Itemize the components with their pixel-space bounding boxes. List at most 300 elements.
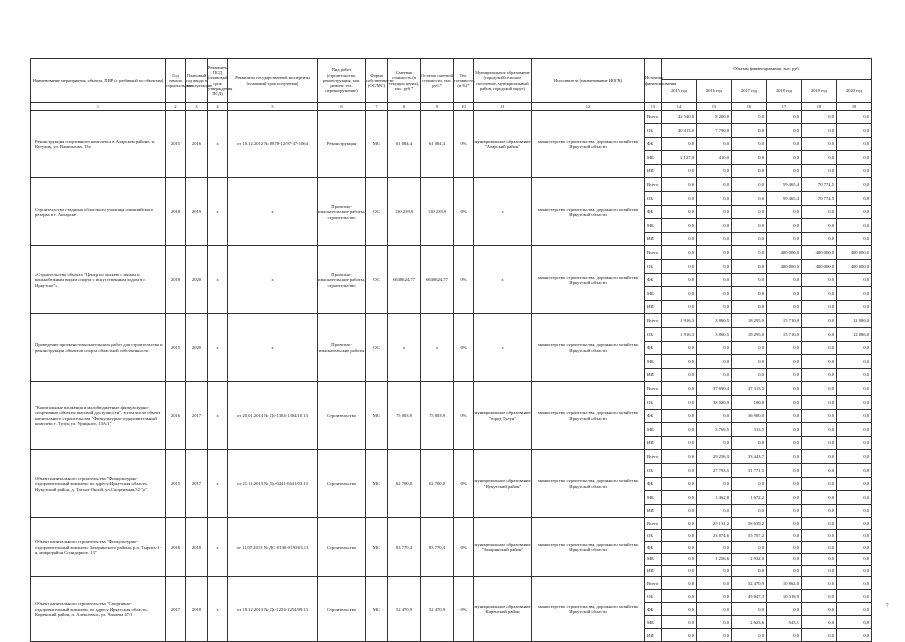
funding-value: 0,0 (697, 477, 732, 491)
funding-value: 0,0 (732, 205, 767, 219)
funding-source: ОБ (645, 395, 662, 409)
funding-value: 0,0 (662, 590, 697, 603)
municipality: муниципальное образование "город Тулун" (474, 382, 532, 450)
funding-value: 0,0 (767, 395, 802, 409)
work-type: Реконструкция (318, 110, 366, 178)
funding-source: ОБ (645, 124, 662, 138)
table-row (31, 246, 872, 260)
funding-value: 0,0 (767, 273, 802, 287)
funding-value: 8 200,0 (697, 110, 732, 124)
funding-value: 0,0 (802, 463, 837, 477)
funding-value: 0,0 (697, 629, 732, 642)
funding-value: 59 465,4 (767, 192, 802, 206)
funding-value: 36 900,0 (732, 409, 767, 423)
col-header-expertise: Реквизиты государственной экспертизы (плановый срок получения) (228, 59, 318, 103)
table-row (31, 577, 872, 590)
executor: министерство строительства, дорожного хозяйства Иркутской области (532, 450, 645, 518)
funding-value: 18 295,0 (732, 328, 767, 342)
executor: министерство строительства, дорожного хозяйства Иркутской области (532, 110, 645, 178)
col-header-year: 2020 год (837, 80, 872, 103)
funding-source: ОБ (645, 192, 662, 206)
col-header-year: 2016 год (697, 80, 732, 103)
funding-value: 37 313,5 (732, 382, 767, 396)
funding-value: 0,0 (662, 246, 697, 260)
funding-value: 0,0 (767, 565, 802, 577)
technical-readiness: 0% (454, 110, 474, 178)
end-year: 2019 (186, 178, 208, 246)
funding-value: 12 086,0 (837, 328, 872, 342)
remaining-cost: 75 003,9 (421, 382, 454, 450)
funding-source: ИИ (645, 164, 662, 178)
funding-value: 0,0 (837, 423, 872, 437)
object-name: «Строительство объекта "Центр по хоккею с мячом и конькобежным видам спорта с искусственным льдом в г. Иркутске"» (31, 246, 166, 314)
funding-value: 0,0 (837, 355, 872, 369)
municipality: муниципальное образование "Заларинский район" (474, 518, 532, 577)
funding-value: 0,0 (802, 368, 837, 382)
col-header-year: 2019 год (802, 80, 837, 103)
funding-value: 0,0 (802, 151, 837, 165)
funding-value: 0,0 (697, 287, 732, 301)
ownership-form: ОС (366, 178, 388, 246)
ownership-form: МС (366, 382, 388, 450)
funding-value: 70 774,5 (802, 192, 837, 206)
funding-value: 400 000,0 (802, 246, 837, 260)
funding-source: Всего (645, 518, 662, 530)
object-name: "Капитальные вложения в малобюджетные физкультурно-спортивные объекты шаговой доступности", в том числе объект капитального строительства "Физкультурно-оздоровительный комплекс г. Тулун ул. Урицкого, 13А/1" (31, 382, 166, 450)
funding-value: 40 413,0 (662, 124, 697, 138)
estimated-cost: 52 470,9 (388, 577, 421, 642)
funding-value: 0,0 (662, 629, 697, 642)
executor: министерство строительства, дорожного хозяйства Иркутской области (532, 577, 645, 642)
funding-value: 0,0 (697, 232, 732, 246)
funding-value: 0,0 (837, 124, 872, 138)
psd-details: х (208, 382, 228, 450)
col-header-name: Наименование мероприятия, объекта, ПИР (с разбивкой по объектам) (31, 59, 166, 103)
ownership-form: МС (366, 450, 388, 518)
funding-source: ИИ (645, 368, 662, 382)
end-year: 2017 (186, 450, 208, 518)
funding-value: 18 295,0 (732, 314, 767, 328)
funding-value: 0,0 (837, 553, 872, 565)
funding-value: 0,0 (802, 541, 837, 553)
funding-value: 0,0 (802, 553, 837, 565)
funding-value: 0,0 (767, 463, 802, 477)
funding-value: 0,0 (732, 341, 767, 355)
municipality: муниципальное образование Киренский район (474, 577, 532, 642)
work-type: Строительство (318, 382, 366, 450)
funding-value: 2 623,6 (732, 616, 767, 629)
remaining-cost: 83 770,4 (421, 518, 454, 577)
psd-details: х (208, 246, 228, 314)
remaining-cost: х (421, 314, 454, 382)
expertise-details: х (228, 314, 318, 382)
table-row (31, 450, 872, 464)
funding-value: 0,0 (662, 491, 697, 505)
funding-value: 0,0 (837, 178, 872, 192)
col-header-source: Источник финансирования (645, 59, 662, 103)
funding-value: 0,0 (697, 541, 732, 553)
funding-source: Всего (645, 110, 662, 124)
funding-value: 0,0 (802, 450, 837, 464)
funding-value: 0,0 (767, 382, 802, 396)
funding-value: 0,0 (802, 590, 837, 603)
funding-source: ФБ (645, 205, 662, 219)
funding-value: 0,0 (837, 382, 872, 396)
funding-source: Всего (645, 450, 662, 464)
funding-value: 42 540,0 (662, 110, 697, 124)
funding-value: 0,0 (802, 273, 837, 287)
technical-readiness: 0% (454, 518, 474, 577)
estimated-cost: 130 239,9 (388, 178, 421, 246)
funding-value: 0,0 (662, 382, 697, 396)
funding-source: ИИ (645, 300, 662, 314)
funding-value: 0,0 (732, 219, 767, 233)
funding-value: 15 710,0 (767, 328, 802, 342)
funding-value: 0,0 (662, 192, 697, 206)
start-year: 2018 (166, 246, 186, 314)
funding-value: 0,0 (802, 164, 837, 178)
object-name: Объект капитального строительства "Физкультурно-оздоровительный комплекс Заларинского района, р.п. Тырить-1-я, микрорайон Солидарное, 13" (31, 518, 166, 577)
funding-value: 1 916,3 (662, 328, 697, 342)
end-year: 2018 (186, 577, 208, 642)
funding-value: 0,0 (837, 409, 872, 423)
funding-value: 0,0 (732, 164, 767, 178)
funding-value: 3 860,5 (697, 314, 732, 328)
end-year: 2020 (186, 314, 208, 382)
column-number: 4 (208, 103, 228, 111)
funding-value: 2 127,0 (662, 151, 697, 165)
funding-value: 0,0 (837, 219, 872, 233)
funding-value: 0,0 (802, 341, 837, 355)
work-type: Строительство (318, 518, 366, 577)
funding-value: 0,0 (837, 530, 872, 542)
start-year: 2016 (166, 518, 186, 577)
funding-value: 0,0 (662, 341, 697, 355)
work-type: Проектно-изыскательские работы, строительство (318, 178, 366, 246)
funding-value: 7 790,0 (697, 124, 732, 138)
financing-table-sheet (30, 58, 871, 642)
object-name: Строительство стадиона областного училища олимпийского резерва в г. Ангарске (31, 178, 166, 246)
column-number-row (31, 103, 872, 111)
funding-value: 0,0 (802, 205, 837, 219)
remaining-cost: 6638624,77 (421, 246, 454, 314)
table-row (31, 178, 872, 192)
funding-value: 31 771,5 (732, 463, 767, 477)
column-number: 16 (732, 103, 767, 111)
funding-value: 0,0 (767, 164, 802, 178)
psd-details: х (208, 110, 228, 178)
funding-value: 0,0 (767, 629, 802, 642)
funding-value: 0,0 (802, 423, 837, 437)
start-year: 2015 (166, 314, 186, 382)
funding-value: 0,0 (767, 151, 802, 165)
expertise-details: х (228, 178, 318, 246)
start-year: 2015 (166, 110, 186, 178)
ownership-form: МС (366, 518, 388, 577)
funding-value: 0,0 (837, 565, 872, 577)
funding-value: 0,0 (767, 477, 802, 491)
funding-value: 0,0 (662, 355, 697, 369)
column-number: 1 (31, 103, 166, 111)
estimated-cost: 6638624,77 (388, 246, 421, 314)
funding-value: 0,0 (767, 355, 802, 369)
estimated-cost: 75 003,9 (388, 382, 421, 450)
funding-value: 0,0 (837, 477, 872, 491)
funding-source: ФБ (645, 409, 662, 423)
funding-value: 0,0 (732, 110, 767, 124)
funding-source: МБ (645, 423, 662, 437)
funding-value: 0,0 (767, 137, 802, 151)
funding-value: 0,0 (767, 409, 802, 423)
funding-value: 400 000,0 (837, 260, 872, 274)
start-year: 2018 (166, 178, 186, 246)
funding-value: 0,0 (767, 423, 802, 437)
funding-value: 0,0 (767, 541, 802, 553)
funding-value: 0,0 (697, 341, 732, 355)
funding-value: 0,0 (767, 530, 802, 542)
funding-value: 0,0 (662, 137, 697, 151)
col-header-worktype: Вид работ (строительство, реконструкция, кап. ремонт, тех. перевооружение) (318, 59, 366, 103)
funding-value: 0,0 (662, 205, 697, 219)
start-year: 2015 (166, 450, 186, 518)
funding-source: МБ (645, 491, 662, 505)
funding-value: 0,0 (662, 504, 697, 518)
executor: министерство строительства, дорожного хозяйства Иркутской области (532, 314, 645, 382)
page-number: 7 (886, 604, 889, 609)
funding-value: 0,0 (802, 314, 837, 328)
funding-value: 0,0 (837, 629, 872, 642)
funding-value: 0,0 (732, 541, 767, 553)
funding-value: 0,0 (767, 287, 802, 301)
funding-source: ИИ (645, 232, 662, 246)
psd-details: х (208, 518, 228, 577)
col-header-executor: Исполнитель (наименование ИОГВ) (532, 59, 645, 103)
funding-value: 49 847,3 (732, 590, 767, 603)
funding-value: 0,0 (697, 409, 732, 423)
funding-value: 3 769,5 (697, 423, 732, 437)
funding-value: 25 131,2 (697, 518, 732, 530)
funding-source: ИИ (645, 436, 662, 450)
funding-value: 0,0 (732, 368, 767, 382)
funding-value: 0,0 (662, 219, 697, 233)
funding-value: 2 932,0 (732, 553, 767, 565)
col-header-volumes: Объемы финансирования, тыс. руб. (662, 59, 872, 80)
funding-value: 0,0 (732, 246, 767, 260)
table-row (31, 518, 872, 530)
funding-value: 0,0 (802, 436, 837, 450)
funding-value: 0,0 (802, 565, 837, 577)
funding-value: 0,0 (732, 355, 767, 369)
funding-value: 0,0 (802, 395, 837, 409)
funding-value: 0,0 (802, 219, 837, 233)
funding-value: 0,0 (662, 287, 697, 301)
column-number: 8 (388, 103, 421, 111)
table-body (31, 103, 872, 642)
funding-value: 0,0 (767, 205, 802, 219)
funding-value: 55 707,2 (732, 530, 767, 542)
funding-value: 70 774,5 (802, 178, 837, 192)
executor: министерство строительства, дорожного хозяйства Иркутской области (532, 178, 645, 246)
object-name: Объект капитального строительства "Физкультурно-оздоровительный комплекс по адресу:Иркутская область, Нукутский район, д. Татхал-Онгой, ул.Спортивная,52 "а" (31, 450, 166, 518)
column-number: 15 (697, 103, 732, 111)
technical-readiness: 0% (454, 246, 474, 314)
funding-value: 58 639,2 (732, 518, 767, 530)
funding-value: 0,0 (802, 603, 837, 616)
funding-source: ИИ (645, 629, 662, 642)
funding-value: 1 256,6 (697, 553, 732, 565)
funding-value: 0,0 (802, 409, 837, 423)
col-header-readiness: Тех. готовность (в %)* (454, 59, 474, 103)
expertise-details: х (228, 246, 318, 314)
funding-source: ФБ (645, 603, 662, 616)
funding-value: 0,0 (662, 178, 697, 192)
funding-value: 0,0 (802, 477, 837, 491)
funding-value: 0,0 (697, 178, 732, 192)
remaining-cost: 130 239,9 (421, 178, 454, 246)
funding-value: 0,0 (802, 137, 837, 151)
municipality: х (474, 314, 532, 382)
funding-value: 0,0 (697, 205, 732, 219)
funding-value: 0,0 (662, 565, 697, 577)
funding-source: Всего (645, 178, 662, 192)
funding-value: 0,0 (732, 477, 767, 491)
funding-value: 0,0 (732, 151, 767, 165)
funding-value: 0,0 (662, 616, 697, 629)
funding-value: 0,0 (662, 450, 697, 464)
remaining-cost: 52 470,9 (421, 577, 454, 642)
funding-value: 1 462,8 (697, 491, 732, 505)
funding-value: 0,0 (697, 192, 732, 206)
funding-value: 0,0 (767, 518, 802, 530)
funding-value: 0,0 (662, 368, 697, 382)
estimated-cost: х (388, 314, 421, 382)
funding-value: 0,0 (732, 300, 767, 314)
funding-value: 0,0 (837, 577, 872, 590)
column-number: 14 (662, 103, 697, 111)
ownership-form: МС (366, 110, 388, 178)
funding-value: 0,0 (802, 616, 837, 629)
funding-value: 313,5 (732, 423, 767, 437)
funding-source: МБ (645, 355, 662, 369)
end-year: 2020 (186, 246, 208, 314)
technical-readiness: 0% (454, 577, 474, 642)
table-row (31, 382, 872, 396)
executor: министерство строительства, дорожного хозяйства Иркутской области (532, 518, 645, 577)
psd-details: х (208, 178, 228, 246)
funding-value: 0,0 (662, 577, 697, 590)
object-name: Проведение проектно-изыскательских работ для строительства и реконструкции объектов спорта областной собственности (31, 314, 166, 382)
funding-source: ОБ (645, 530, 662, 542)
funding-value: 27 793,5 (697, 463, 732, 477)
column-number: 5 (228, 103, 318, 111)
funding-value: 0,0 (697, 436, 732, 450)
funding-value: 0,0 (837, 518, 872, 530)
funding-value: 400 000,0 (837, 246, 872, 260)
funding-value: 0,0 (767, 436, 802, 450)
funding-value: 0,0 (697, 246, 732, 260)
financing-table (30, 58, 872, 642)
funding-value: 0,0 (837, 450, 872, 464)
funding-value: 0,0 (732, 504, 767, 518)
funding-value: 0,0 (767, 341, 802, 355)
funding-value: 0,0 (767, 110, 802, 124)
funding-value: 0,0 (697, 590, 732, 603)
funding-value: 0,0 (732, 565, 767, 577)
funding-value: 0,0 (767, 603, 802, 616)
funding-value: 0,0 (662, 518, 697, 530)
funding-value: 0,0 (837, 341, 872, 355)
funding-value: 0,0 (837, 110, 872, 124)
funding-value: 0,0 (697, 219, 732, 233)
technical-readiness: 0% (454, 178, 474, 246)
funding-value: 0,0 (662, 232, 697, 246)
funding-value: 0,0 (662, 300, 697, 314)
funding-source: МБ (645, 151, 662, 165)
work-type: Строительство (318, 450, 366, 518)
funding-value: 400 000,0 (767, 260, 802, 274)
funding-source: ФБ (645, 341, 662, 355)
funding-source: МБ (645, 219, 662, 233)
funding-value: 0,0 (802, 287, 837, 301)
funding-value: 0,0 (802, 124, 837, 138)
funding-value: 0,0 (802, 577, 837, 590)
funding-value: 0,0 (837, 273, 872, 287)
funding-value: 400 000,0 (767, 246, 802, 260)
funding-value: 0,0 (697, 355, 732, 369)
funding-value: 0,0 (837, 463, 872, 477)
funding-value: 0,0 (837, 164, 872, 178)
funding-value: 0,0 (767, 491, 802, 505)
funding-value: 0,0 (662, 409, 697, 423)
municipality: х (474, 246, 532, 314)
funding-value: 0,0 (732, 260, 767, 274)
funding-value: 10 318,9 (767, 590, 802, 603)
table-row (31, 110, 872, 124)
object-name: Реконструкция спортивного комплекса в Аларском районе, п. Кутулик, ул. Вампилова, 15а (31, 110, 166, 178)
funding-value: 1 672,2 (732, 491, 767, 505)
funding-source: ОБ (645, 328, 662, 342)
funding-value: 0,0 (767, 553, 802, 565)
funding-value: 0,0 (802, 328, 837, 342)
funding-value: 0,0 (837, 300, 872, 314)
funding-value: 0,0 (802, 232, 837, 246)
funding-value: 410,0 (697, 151, 732, 165)
funding-value: 0,0 (662, 260, 697, 274)
column-number: 6 (318, 103, 366, 111)
funding-value: 0,0 (662, 423, 697, 437)
funding-source: МБ (645, 287, 662, 301)
end-year: 2018 (186, 518, 208, 577)
funding-value: 0,0 (837, 616, 872, 629)
funding-value: 0,0 (662, 395, 697, 409)
funding-source: Всего (645, 314, 662, 328)
funding-value: 0,0 (662, 164, 697, 178)
funding-value: 0,0 (802, 530, 837, 542)
funding-value: 0,0 (697, 616, 732, 629)
funding-value: 0,0 (837, 603, 872, 616)
funding-source: МБ (645, 553, 662, 565)
funding-value: 543,1 (767, 616, 802, 629)
funding-source: МБ (645, 616, 662, 629)
remaining-cost: 61 084,4 (421, 110, 454, 178)
funding-value: 0,0 (837, 137, 872, 151)
funding-value: 0,0 (767, 504, 802, 518)
funding-value: 0,0 (697, 603, 732, 616)
funding-value: 400 000,0 (802, 260, 837, 274)
funding-value: 0,0 (732, 137, 767, 151)
funding-value: 37 690,4 (697, 382, 732, 396)
funding-value: 0,0 (732, 273, 767, 287)
